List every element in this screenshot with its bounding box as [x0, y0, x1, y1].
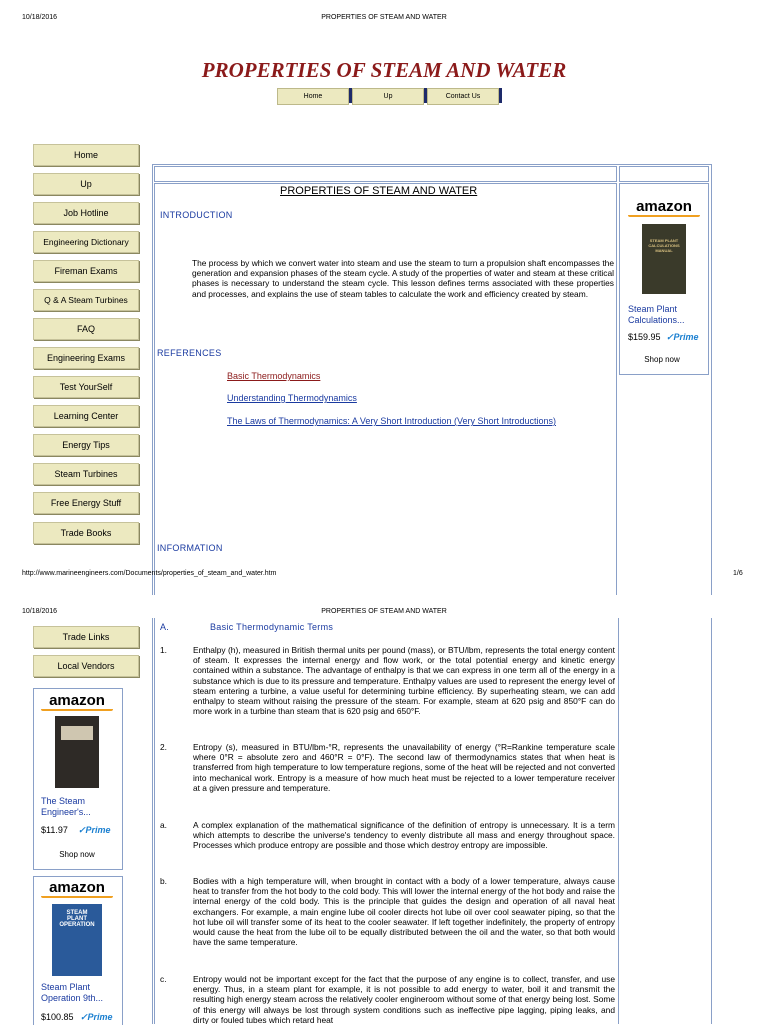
item-marker: c.: [160, 974, 167, 984]
reference-link-understanding-thermodynamics[interactable]: Understanding Thermodynamics: [227, 393, 357, 403]
amazon-ad[interactable]: [622, 198, 706, 217]
ad-book-title[interactable]: Steam Plant Operation 9th...: [41, 982, 104, 1003]
reference-link-basic-thermodynamics[interactable]: Basic Thermodynamics: [227, 371, 321, 381]
item-text-c: Entropy would not be important except for the fact that the purpose of any engine is to collect, transfer, and use energy. Thus, in a steam plant for example, it is not possible to add energy to water, boil it and transmit the resulting high energy steam across the relatively cooler engineroom without some of that energy being lost. Some of this energy will always be lost through system conditions such as ineffective pipe lagging, piping leaks, and dirty or fouled tubes which retard heat: [193, 974, 615, 1024]
book-cover-image[interactable]: [52, 904, 102, 976]
print-footer-url: http://www.marineengineers.com/Documents/properties_of_steam_and_water.htm: [22, 570, 277, 577]
nav-separator: [499, 88, 502, 103]
print-header-title-2: PROPERTIES OF STEAM AND WATER: [321, 608, 447, 615]
content-title: PROPERTIES OF STEAM AND WATER: [280, 185, 478, 197]
item-marker: a.: [160, 820, 167, 830]
prime-badge: ✓Prime: [80, 1012, 113, 1022]
print-footer-page: 1/6: [733, 570, 743, 577]
information-heading: INFORMATION: [157, 543, 223, 553]
amazon-logo: amazon: [49, 692, 105, 709]
book-cover-image[interactable]: [642, 224, 686, 294]
top-nav-contact[interactable]: Contact Us: [427, 88, 499, 105]
print-header-date: 10/18/2016: [22, 14, 58, 21]
introduction-text: The process by which we convert water into steam and use the steam to turn a propulsion shaft encompasses the generation and expansion phases of the steam cycle. A study of the properties of water and steam at these critical phases is necessary to understand the steam cycle. This lesson defines terms associated with these properties and processes, and explains the use of steam tables to calculate the work and efficiency created by steam.: [192, 258, 614, 299]
top-nav: [277, 88, 502, 105]
sidebar-item-trade-books[interactable]: Trade Books: [33, 522, 139, 544]
sidebar-item-trade-links[interactable]: Trade Links: [33, 626, 139, 648]
ad-top-cell: [619, 166, 709, 182]
amazon-logo: amazon: [49, 879, 105, 896]
top-nav-home[interactable]: Home: [277, 88, 349, 105]
item-marker: 2.: [160, 742, 167, 752]
sidebar-item-test-yourself[interactable]: Test YourSelf: [33, 376, 139, 398]
sidebar-item-fireman-exams[interactable]: Fireman Exams: [33, 260, 139, 282]
sidebar-item-free-energy-stuff[interactable]: Free Energy Stuff: [33, 492, 139, 514]
references-heading: REFERENCES: [157, 348, 222, 358]
ad-book-title[interactable]: The Steam Engineer's...: [41, 796, 91, 817]
amazon-logo-block: [35, 879, 119, 898]
item-text-a: A complex explanation of the mathematical significance of the definition of entropy is unnecessary. It is a term which attempts to describe the universe's tendency to evenly distribute all mass and energy throughout space. Processes which produce entropy are possible and those which destroy entropy are impossible.: [193, 820, 615, 851]
item-text-entropy: Entropy (s), measured in BTU/lbm-°R, represents the unavailability of energy (°R=Rankine temperature scale where 0°R = absolute zero and 460°R = 0°F). The second law of thermodynamics states that when heat is transferred from high temperature to low temperature regions, some of the heat will be rejected and not converted into mechanical work. Entropy is a measure of how much heat must be rejected to a lower temperature receiver at a given pressure and temperature.: [193, 742, 615, 793]
sidebar-item-local-vendors[interactable]: Local Vendors: [33, 655, 139, 677]
print-header-date-2: 10/18/2016: [22, 608, 58, 615]
book-cover-text: STEAM PLANT CALCULATIONS MANUAL: [648, 238, 680, 253]
print-header-title: PROPERTIES OF STEAM AND WATER: [321, 14, 447, 21]
sidebar-item-engineering-dictionary[interactable]: Engineering Dictionary: [33, 231, 139, 253]
sidebar-item-engineering-exams[interactable]: Engineering Exams: [33, 347, 139, 369]
shop-now-button[interactable]: Shop now: [644, 355, 680, 364]
sidebar-item-faq[interactable]: FAQ: [33, 318, 139, 340]
prime-badge: ✓Prime: [78, 825, 111, 835]
amazon-smile-icon: [41, 896, 113, 898]
shop-now-button[interactable]: Shop now: [59, 850, 95, 859]
sidebar-item-qa-steam-turbines[interactable]: Q & A Steam Turbines: [33, 289, 139, 311]
book-cover-text: STEAM PLANT OPERATION: [59, 910, 95, 928]
ad-price: $11.97: [41, 825, 68, 835]
content-cell: [154, 183, 617, 595]
amazon-smile-icon: [41, 709, 113, 711]
top-nav-up[interactable]: Up: [352, 88, 424, 105]
item-text-b: Bodies with a high temperature will, when brought in contact with a body of a lower temperature, always cause heat to transfer from the hot body to the cold body. This will lower the internal energy of the hot body and raise the internal energy of the cold body. This is the principle that guides the design and operation of all naval heat exchangers. For example, a main engine lube oil cooler directs hot lube oil over cool seawater piping, so that the hot lube oil will transfer some of its heat to the cooler seawater. If left together indefinitely, the property of entropy would cause the heat from the lube oil to be equally distributed between the oil and the water, so that both would have the same temperature.: [193, 876, 615, 948]
ad-price: $159.95: [628, 332, 661, 342]
amazon-smile-icon: [628, 215, 700, 217]
section-marker: A.: [160, 622, 170, 632]
ad-book-title[interactable]: Steam Plant Calculations...: [628, 304, 685, 325]
sidebar-item-learning-center[interactable]: Learning Center: [33, 405, 139, 427]
section-title: Basic Thermodynamic Terms: [210, 622, 334, 632]
introduction-heading: INTRODUCTION: [160, 210, 233, 220]
amazon-logo: amazon: [636, 198, 692, 215]
reference-link-laws-of-thermodynamics[interactable]: The Laws of Thermodynamics: A Very Short Introduction (Very Short Introductions): [227, 416, 556, 426]
site-title: PROPERTIES OF STEAM AND WATER: [201, 58, 567, 82]
amazon-logo-block: [35, 692, 119, 711]
sidebar-item-energy-tips[interactable]: Energy Tips: [33, 434, 139, 456]
item-marker: 1.: [160, 645, 167, 655]
sidebar-item-steam-turbines[interactable]: Steam Turbines: [33, 463, 139, 485]
sidebar-item-home[interactable]: Home: [33, 144, 139, 166]
content-top-cell: [154, 166, 617, 182]
book-cover-label: [61, 726, 93, 740]
sidebar-item-job-hotline[interactable]: Job Hotline: [33, 202, 139, 224]
ad-price: $100.85: [41, 1012, 74, 1022]
book-cover-image[interactable]: [55, 716, 99, 788]
item-text-enthalpy: Enthalpy (h), measured in British thermal units per pound (mass), or BTU/lbm, represents the total energy content of steam. It expresses the internal energy and flow work, or the total potential energy and kinetic energy contained within a substance. The advantage of enthalpy is that we can express in one term all of the energy in a substance which is due to its pressure and temperature. Enthalpy values are used to represent the energy level of steam entering a turbine, a value useful for determining turbine efficiency. By superheating steam, we can add enthalpy to steam without raising the pressure of the steam. For example, steam at 620 psig and 850°F can do more work in a turbine than steam that is 620 psig and 650°F.: [193, 645, 615, 717]
sidebar-item-up[interactable]: Up: [33, 173, 139, 195]
item-marker: b.: [160, 876, 167, 886]
prime-badge: ✓Prime: [666, 332, 699, 342]
